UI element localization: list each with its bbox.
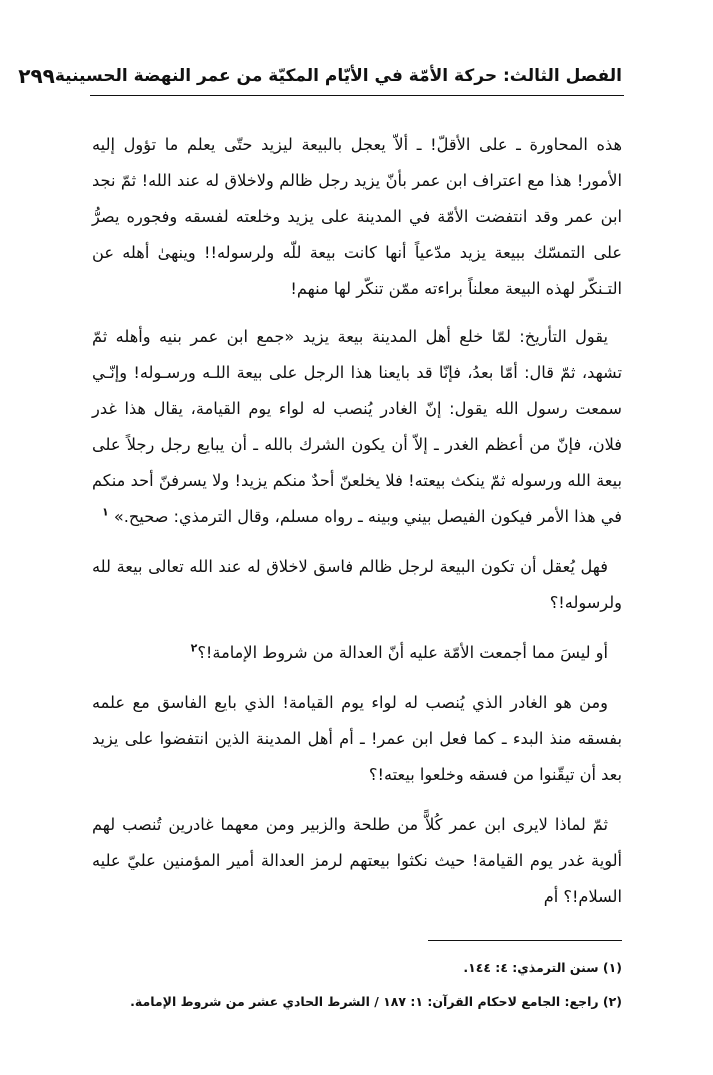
body-text bbox=[92, 127, 622, 929]
footnote-1: (١) سنن الترمذي: ٤: ١٤٤. bbox=[463, 960, 622, 975]
paragraph-4: أو ليسَ مما أجمعت الأمّة عليه أنّ العدالة من شروط الإمامة!؟$^٢$ bbox=[190, 641, 608, 662]
header-divider bbox=[90, 95, 624, 96]
footnote-ref-2[interactable]: ٢ bbox=[190, 641, 198, 655]
footnote-ref-1[interactable]: ١ bbox=[101, 505, 109, 519]
paragraph-5: ومن هو الغادر الذي يُنصب له لواء يوم القيامة! الذي بايع الفاسق مع علمه بفسقه منذ البدء ـ كما فعل ابن عمر! ـ أم أهل المدينة الذين انتفضوا على يزيد بعد أن تيقّنوا من فسقه وخلعوا بيعته!؟ bbox=[92, 693, 622, 784]
paragraph-2: يقول التأريخ: لمّا خلع أهل المدينة بيعة يزيد «جمع ابن عمر بنيه وأهله ثمّ تشهد، ثمّ قال: أمّا بعدُ، فإنّا قد بايعنا هذا الرجل على بيعة اللـه ورسـوله! وإنّـي سمعت رسول الله يقول: إنّ الغادر يُنصب له لواء يوم القيامة، يقال هذا غدر فلان، فإنّ من أعظم الغدر ـ إلاّ أن يكون الشرك بالله ـ أن يبايع رجل رجلاً على بيعة الله ورسوله ثمّ ينكث بيعته! فلا يخلعنّ أحدٌ منكم يزيد! ولا يسرفنّ أحد منكم في هذا الأمر فيكون الفيصل بيني وبينه ـ رواه مسلم، وقال الترمذي: صحيح.» $^١$ bbox=[92, 327, 622, 526]
paragraph-3: فهل يُعقل أن تكون البيعة لرجل ظالم فاسق لاخلاق له عند الله تعالى بيعة لله ولرسوله!؟ bbox=[92, 557, 622, 612]
footnote-2: (٢) راجع: الجامع لاحكام القرآن: ١: ١٨٧ / الشرط الحادي عشر من شروط الإمامة. bbox=[130, 994, 622, 1009]
footnote-divider bbox=[428, 940, 622, 941]
footnotes bbox=[92, 958, 622, 1026]
paragraph-1: هذه المحاورة ـ على الأقلّ! ـ ألاّ يعجل بالبيعة ليزيد حتّى يعلم ما تؤول إليه الأمور! هذا مع اعتراف ابن عمر بأنّ يزيد رجل ظالم ولاخلاق له عند الله! ثمّ نجد ابن عمر وقد انتفضت الأمّة في المدينة على يزيد وخلعته لفسقه وفجوره يصرُّ على التمسّك ببيعة يزيد مدّعياً أنها كانت بيعة للّه ولرسوله!! وينهىٰ أهله عن التـنكّر لهذه البيعة معلناً براءته ممّن تنكّر لها منهم! bbox=[92, 135, 622, 298]
chapter-title: الفصل الثالث: حركة الأمّة في الأيّام المكيّة من عمر النهضة الحسينية bbox=[54, 66, 622, 86]
running-header bbox=[18, 58, 622, 94]
paragraph-6: ثمّ لماذا لايرى ابن عمر كُلاًّ من طلحة والزبير ومن معهما غادرين تُنصب لهم ألوية غدر يوم القيامة! حيث نكثوا بيعتهم لرمز العدالة أمير المؤمنين عليّ عليه السلام!؟ أم bbox=[92, 815, 622, 906]
page-number: ٢٩٩ bbox=[18, 64, 55, 88]
